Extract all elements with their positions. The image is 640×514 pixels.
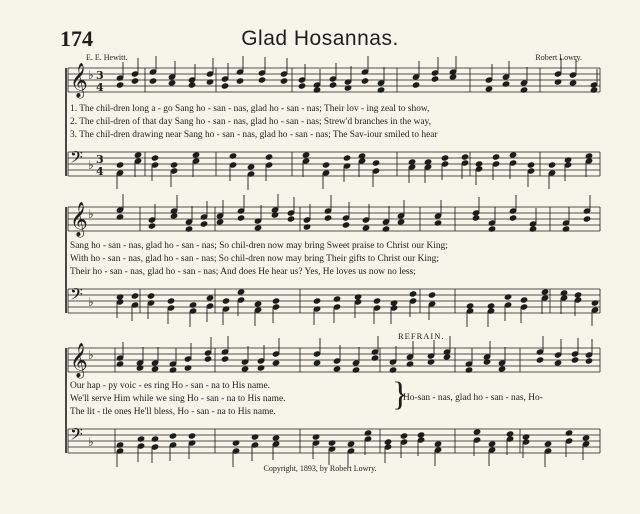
lyric-line: Their ho - san - nas, glad ho - san - nas; And does He hear us? Yes, He loves us now no less;	[70, 267, 416, 277]
time-signature-bottom: 4	[96, 165, 104, 178]
lyric-line: The lit - tle ones He'll bless, Ho - san - na to His name.	[70, 407, 276, 417]
notehead	[324, 215, 331, 221]
page-number: 174	[60, 26, 93, 51]
lyric-line: Sang ho - san - nas, glad ho - san - nas; So chil-dren now may bring Sweet praise to Christ our King;	[70, 241, 448, 251]
notehead	[167, 298, 174, 304]
music-credit: Robert Lowry.	[535, 53, 582, 62]
notehead	[527, 162, 534, 168]
notehead	[431, 76, 438, 82]
notehead	[170, 213, 177, 219]
notehead	[536, 357, 543, 363]
key-flat-icon: ♭	[88, 207, 94, 221]
notehead	[473, 429, 480, 435]
notehead	[149, 78, 156, 84]
notehead	[472, 215, 479, 221]
key-flat-icon: ♭	[88, 68, 94, 82]
notehead	[509, 215, 516, 221]
notehead	[461, 154, 468, 160]
lyric-line: Our hap - py voic - es ring Ho - san - na to His name.	[70, 381, 270, 391]
notehead	[298, 83, 305, 89]
notehead	[272, 298, 279, 304]
notehead	[384, 439, 391, 445]
words-credit: E. E. Hewitt.	[86, 53, 128, 62]
notehead	[237, 215, 244, 221]
notehead	[544, 441, 551, 447]
notehead	[131, 78, 138, 84]
notehead	[487, 303, 494, 309]
notehead	[343, 155, 350, 161]
notehead	[170, 162, 177, 168]
notehead	[428, 292, 435, 298]
notehead	[498, 366, 505, 372]
notehead	[569, 80, 576, 86]
lyric-brace-icon: }	[392, 376, 409, 413]
notehead	[302, 152, 309, 158]
notehead	[272, 360, 279, 366]
notehead	[188, 82, 195, 88]
copyright-notice: Copyright, 1893, by Robert Lowry.	[263, 464, 377, 473]
notehead	[400, 433, 407, 439]
notehead	[412, 82, 419, 88]
bass-clef-icon: 𝄢	[70, 147, 83, 171]
key-flat-icon: ♭	[88, 435, 94, 449]
notehead	[151, 155, 158, 161]
bass-clef-icon: 𝄢	[70, 284, 83, 308]
notehead	[434, 441, 441, 447]
notehead	[254, 301, 261, 307]
notehead	[265, 154, 272, 160]
bass-clef-icon: 𝄢	[70, 424, 83, 448]
notehead	[333, 366, 340, 372]
notehead	[417, 432, 424, 438]
notehead	[247, 164, 254, 170]
lyric-line: 3. The chil-dren drawing near Sang ho - san - nas, glad ho - san - nas; The Sav-iour smiled to hear	[70, 130, 438, 140]
lyric-line: With ho - san - nas, glad ho - san - nas; So chil-dren now may bring Their gifts to Christ our King;	[70, 254, 439, 264]
notehead	[329, 82, 336, 88]
notehead	[466, 303, 473, 309]
notehead	[254, 225, 261, 231]
notehead	[237, 289, 244, 295]
notehead	[583, 216, 590, 222]
lyric-line: 2. The chil-dren of that day Sang ho - san - nas, glad ho - san - nas; Strew'd branches in the way,	[70, 117, 431, 127]
notehead	[258, 77, 265, 83]
refrain-label: REFRAIN.	[398, 331, 445, 341]
notehead	[192, 152, 199, 158]
notehead	[443, 354, 450, 360]
notehead	[574, 292, 581, 298]
key-flat-icon: ♭	[88, 158, 94, 172]
notehead	[241, 366, 248, 372]
lyric-line: 1. The chil-dren long a - go Sang ho - san - nas, glad ho - san - nas; Their lov - ing zeal to show,	[70, 104, 430, 114]
notehead	[287, 216, 294, 222]
notehead	[216, 219, 223, 225]
notehead	[322, 162, 329, 168]
notehead	[134, 152, 141, 158]
time-signature-top: 3	[96, 69, 104, 82]
notehead	[492, 154, 499, 160]
notehead	[116, 82, 123, 88]
notehead	[221, 83, 228, 89]
treble-clef-icon: 𝄞	[70, 63, 88, 98]
notehead	[585, 358, 592, 364]
notehead	[313, 360, 320, 366]
notehead	[541, 289, 548, 295]
notehead	[221, 356, 228, 362]
notehead	[147, 293, 154, 299]
time-signature-top: 3	[96, 153, 104, 166]
notehead	[151, 366, 158, 372]
notehead	[488, 441, 495, 447]
notehead	[362, 225, 369, 231]
notehead	[571, 357, 578, 363]
notehead	[148, 223, 155, 229]
notehead	[169, 433, 176, 439]
time-signature-bottom: 4	[96, 81, 104, 94]
treble-clef-icon: 𝄞	[70, 343, 88, 378]
notehead	[313, 298, 320, 304]
notehead	[188, 433, 195, 439]
notehead	[548, 162, 555, 168]
hymn-title: Glad Hosannas.	[241, 27, 399, 50]
notehead	[347, 441, 354, 447]
notehead	[204, 356, 211, 362]
notehead	[506, 431, 513, 437]
notehead	[206, 295, 213, 301]
notehead	[116, 162, 123, 168]
notehead	[475, 161, 482, 167]
notehead	[236, 78, 243, 84]
notehead	[272, 435, 279, 441]
notehead	[409, 291, 416, 297]
notehead	[554, 360, 561, 366]
notehead	[361, 78, 368, 84]
key-flat-icon: ♭	[88, 348, 94, 362]
notehead	[168, 80, 175, 86]
notehead	[485, 86, 492, 92]
notehead	[449, 74, 456, 80]
lyric-line: We'll serve Him while we sing Ho - san - na to His name.	[70, 394, 286, 404]
notehead	[280, 78, 287, 84]
notehead	[520, 297, 527, 303]
key-flat-icon: ♭	[88, 295, 94, 309]
notehead	[342, 222, 349, 228]
notehead	[397, 219, 404, 225]
notehead	[372, 160, 379, 166]
notehead	[200, 221, 207, 227]
treble-clef-icon: 𝄞	[70, 202, 88, 237]
notehead	[509, 152, 516, 158]
notehead	[441, 155, 448, 161]
notehead	[131, 293, 138, 299]
notehead	[222, 298, 229, 304]
notehead	[582, 435, 589, 441]
notehead	[373, 298, 380, 304]
refrain-lyric: Ho-san - nas, glad ho - san - nas, Ho-	[403, 393, 543, 403]
